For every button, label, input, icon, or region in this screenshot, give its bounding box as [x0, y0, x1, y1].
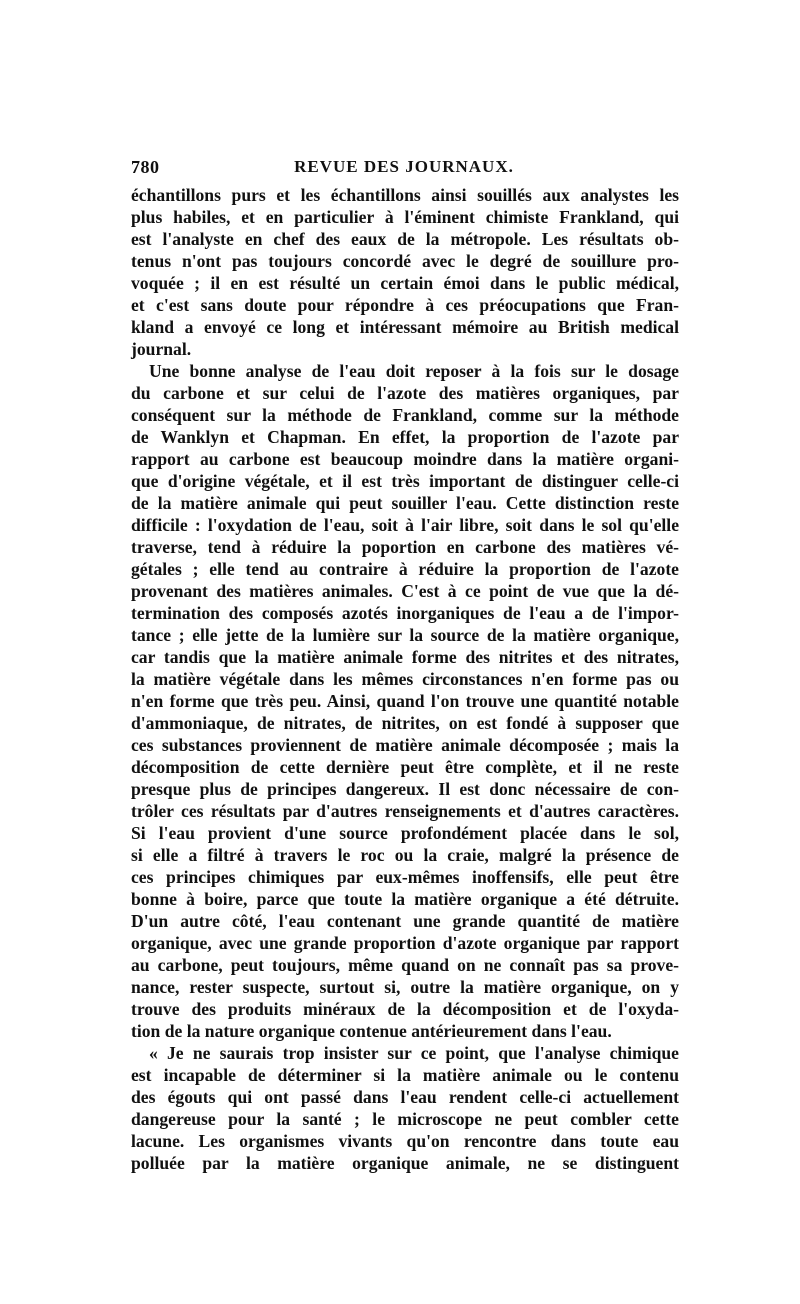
text-line: si elle a filtré à travers le roc ou la craie, malgré la présence de [131, 845, 679, 865]
text-line: lacune. Les organismes vivants qu'on rencontre dans toute eau [131, 1131, 679, 1151]
text-line: traverse, tend à réduire la poportion en carbone des matières vé- [131, 537, 679, 557]
text-line: termination des composés azotés inorganiques de l'eau a de l'impor- [131, 603, 679, 623]
body-text [131, 184, 679, 1174]
text-line: bonne à boire, parce que toute la matière organique a été détruite. [131, 889, 679, 909]
text-line: organique, avec une grande proportion d'azote organique par rapport [131, 933, 679, 953]
text-line: Si l'eau provient d'une source profondément placée dans le sol, [131, 823, 679, 843]
text-line: difficile : l'oxydation de l'eau, soit à l'air libre, soit dans le sol qu'elle [131, 515, 679, 535]
text-line: gétales ; elle tend au contraire à réduire la proportion de l'azote [131, 559, 679, 579]
text-line: provenant des matières animales. C'est à ce point de vue que la dé- [131, 581, 679, 601]
text-line: tance ; elle jette de la lumière sur la source de la matière organique, [131, 625, 679, 645]
text-line: nance, rester suspecte, surtout si, outre la matière organique, on y [131, 977, 679, 997]
text-line: que d'origine végétale, et il est très important de distinguer celle-ci [131, 471, 679, 491]
page-number: 780 [131, 157, 160, 177]
text-line: au carbone, peut toujours, même quand on ne connaît pas sa prove- [131, 955, 679, 975]
text-line: dangereuse pour la santé ; le microscope ne peut combler cette [131, 1109, 679, 1129]
text-line: d'ammoniaque, de nitrates, de nitrites, on est fondé à supposer que [131, 713, 679, 733]
text-line: « Je ne saurais trop insister sur ce point, que l'analyse chimique [149, 1043, 679, 1063]
text-line: voquée ; il en est résulté un certain émoi dans le public médical, [131, 273, 679, 293]
text-line: plus habiles, et en particulier à l'éminent chimiste Frankland, qui [131, 207, 679, 227]
text-line: conséquent sur la méthode de Frankland, comme sur la méthode [131, 405, 679, 425]
text-line: la matière végétale dans les mêmes circonstances n'en forme pas ou [131, 669, 679, 689]
text-line: polluée par la matière organique animale, ne se distinguent [131, 1153, 679, 1173]
text-line: kland a envoyé ce long et intéressant mémoire au British medical [131, 317, 679, 337]
text-line: rapport au carbone est beaucoup moindre dans la matière organi- [131, 449, 679, 469]
running-head [131, 157, 677, 181]
text-line: trouve des produits minéraux de la décomposition et de l'oxyda- [131, 999, 679, 1019]
text-line: du carbone et sur celui de l'azote des matières organiques, par [131, 383, 679, 403]
text-line: ces substances proviennent de matière animale décomposée ; mais la [131, 735, 679, 755]
text-line: de la matière animale qui peut souiller l'eau. Cette distinction reste [131, 493, 679, 513]
text-line: de Wanklyn et Chapman. En effet, la proportion de l'azote par [131, 427, 679, 447]
text-line: presque plus de principes dangereux. Il est donc nécessaire de con- [131, 779, 679, 799]
text-line: D'un autre côté, l'eau contenant une grande quantité de matière [131, 911, 679, 931]
text-line: est incapable de déterminer si la matière animale ou le contenu [131, 1065, 679, 1085]
journal-title: REVUE DES JOURNAUX. [294, 157, 514, 176]
text-line: n'en forme que très peu. Ainsi, quand l'on trouve une quantité notable [131, 691, 679, 711]
text-line: des égouts qui ont passé dans l'eau rendent celle-ci actuellement [131, 1087, 679, 1107]
text-line: échantillons purs et les échantillons ainsi souillés aux analystes les [131, 185, 679, 205]
text-line: tion de la nature organique contenue antérieurement dans l'eau. [131, 1021, 612, 1041]
text-line: ces principes chimiques par eux-mêmes inoffensifs, elle peut être [131, 867, 679, 887]
text-line: et c'est sans doute pour répondre à ces préocupations que Fran- [131, 295, 679, 315]
text-line: tenus n'ont pas toujours concordé avec le degré de souillure pro- [131, 251, 679, 271]
text-line: car tandis que la matière animale forme des nitrites et des nitrates, [131, 647, 679, 667]
text-line: Une bonne analyse de l'eau doit reposer à la fois sur le dosage [149, 361, 679, 381]
text-line: décomposition de cette dernière peut être complète, et il ne reste [131, 757, 679, 777]
text-line: trôler ces résultats par d'autres renseignements et d'autres caractères. [131, 801, 679, 821]
text-line: est l'analyste en chef des eaux de la métropole. Les résultats ob- [131, 229, 679, 249]
text-line: journal. [131, 339, 192, 359]
